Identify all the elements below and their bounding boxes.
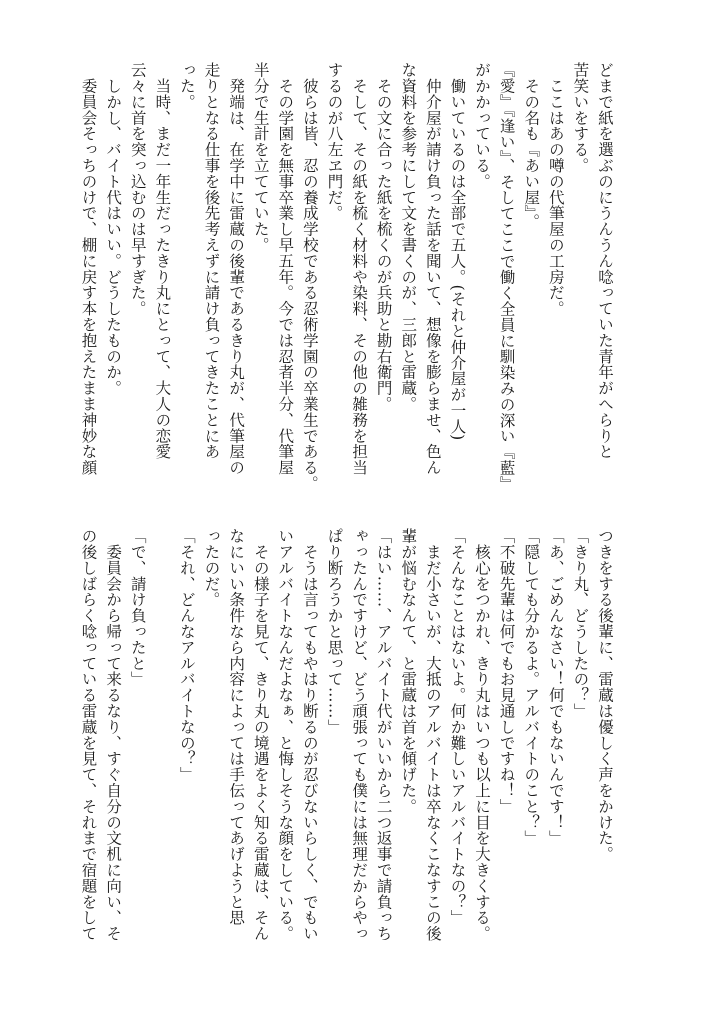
lower-text-line: 「で、請け負ったと」 xyxy=(128,528,147,687)
upper-text-line: 走りとなる仕事を後先考えずに請け負ってきたことにあ xyxy=(202,62,221,460)
upper-text-line: った。 xyxy=(177,62,196,110)
upper-text-line: 苦笑いをする。 xyxy=(571,62,590,174)
upper-text-line: 彼らは皆、忍の養成学校である忍術学園の卒業生である。 xyxy=(300,62,319,492)
upper-text-line: な資料を参考にして文を書くのが、三郎と雷蔵。 xyxy=(399,62,418,412)
upper-text-line: しかし、バイト代はいい。どうしたものか。 xyxy=(104,62,123,396)
lower-text-line: 「そんなことはないよ。何か難しいアルバイトなの？」 xyxy=(448,528,467,926)
lower-text-line: ゃったんですけど、どう頑張っても僕には無理だからやっ xyxy=(350,528,369,942)
upper-text-line: その学園を無事卒業し早五年。今では忍者半分、代筆屋 xyxy=(276,62,295,476)
lower-text-line: 「きり丸、どうしたの？」 xyxy=(571,528,590,719)
upper-text-line: 『愛』『逢い』、そしてここで働く全員に馴染みの深い『藍』 xyxy=(497,62,516,492)
lower-text-line: 「あ、ごめんなさい！何でもないんです！」 xyxy=(546,528,565,846)
lower-text-line: なにいい条件なら内容によっては手伝ってあげようと思 xyxy=(227,528,246,926)
lower-text-line: ったのだ。 xyxy=(202,528,221,608)
lower-text-line: 輩が悩むなんて、と雷蔵は首を傾げた。 xyxy=(399,528,418,815)
upper-text-line: そして、その紙を梳く材料や染料、その他の雑務を担当 xyxy=(350,62,369,476)
upper-text-line: 発端は、在学中に雷蔵の後輩であるきり丸が、代筆屋の xyxy=(227,62,246,476)
lower-text-line: つきをする後輩に、雷蔵は優しく声をかけた。 xyxy=(596,528,614,862)
lower-text-line: その様子を見て、きり丸の境遇をよく知る雷蔵は、そん xyxy=(251,528,270,942)
upper-text-line: 当時、まだ一年生だったきり丸にとって、大人の恋愛 xyxy=(153,62,172,460)
lower-text-line: ぱり断ろうかと思って……」 xyxy=(325,528,344,735)
upper-text-line: その名も『あい屋』。 xyxy=(522,62,541,230)
upper-text-line: がかかっている。 xyxy=(473,62,492,190)
lower-text-line: 「はい……、アルバイト代がいいから二つ返事で請負っち xyxy=(374,528,393,942)
lower-text-line: 「それ、どんなアルバイトなの？」 xyxy=(177,528,196,783)
upper-text-line: 委員会そっちのけで、棚に戻す本を抱えたまま神妙な顔 xyxy=(79,62,98,476)
lower-text-line: 「不破先輩は何でもお見通しですね！」 xyxy=(497,528,516,815)
upper-text-line: ここはあの噂の代筆屋の工房だ。 xyxy=(546,62,565,317)
upper-text-block xyxy=(76,62,617,502)
upper-text-line: するのが八左ヱ門だ。 xyxy=(325,62,344,221)
lower-text-line: 委員会から帰って来るなり、すぐ自分の文机に向い、そ xyxy=(104,528,123,942)
upper-text-line: 半分で生計を立てていた。 xyxy=(251,62,270,253)
upper-text-line: その文に合った紙を梳くのが兵助と勘右衛門。 xyxy=(374,62,393,412)
lower-text-line xyxy=(150,528,175,976)
upper-text-line: どまで紙を選ぶのにうんうん唸っていた青年がへらりと xyxy=(596,62,614,460)
upper-text-line: 仲介屋が請け負った話を聞いて、想像を膨らませ、色ん xyxy=(423,62,442,476)
lower-text-line: 「隠しても分かるよ。アルバイトのこと？」 xyxy=(522,528,541,846)
lower-text-block xyxy=(76,528,617,976)
upper-text-line: 云々に首を突っ込むのは早すぎた。 xyxy=(128,62,147,317)
lower-text-line: 核心をつかれ、きり丸はいつも以上に目を大きくする。 xyxy=(473,528,492,942)
lower-text-line: そうは言ってもやはり断るのが忍びないらしく、でもい xyxy=(300,528,319,942)
lower-text-line: いアルバイトなんだよなぁ、と悔しそうな顔をしている。 xyxy=(276,528,295,942)
upper-text-line: 働いているのは全部で五人。(それと仲介屋が一人) xyxy=(448,62,467,441)
lower-text-line: まだ小さいが、大抵のアルバイトは卒なくこなすこの後 xyxy=(423,528,442,942)
lower-text-line: の後しばらく唸っている雷蔵を見て、それまで宿題をして xyxy=(79,528,98,942)
